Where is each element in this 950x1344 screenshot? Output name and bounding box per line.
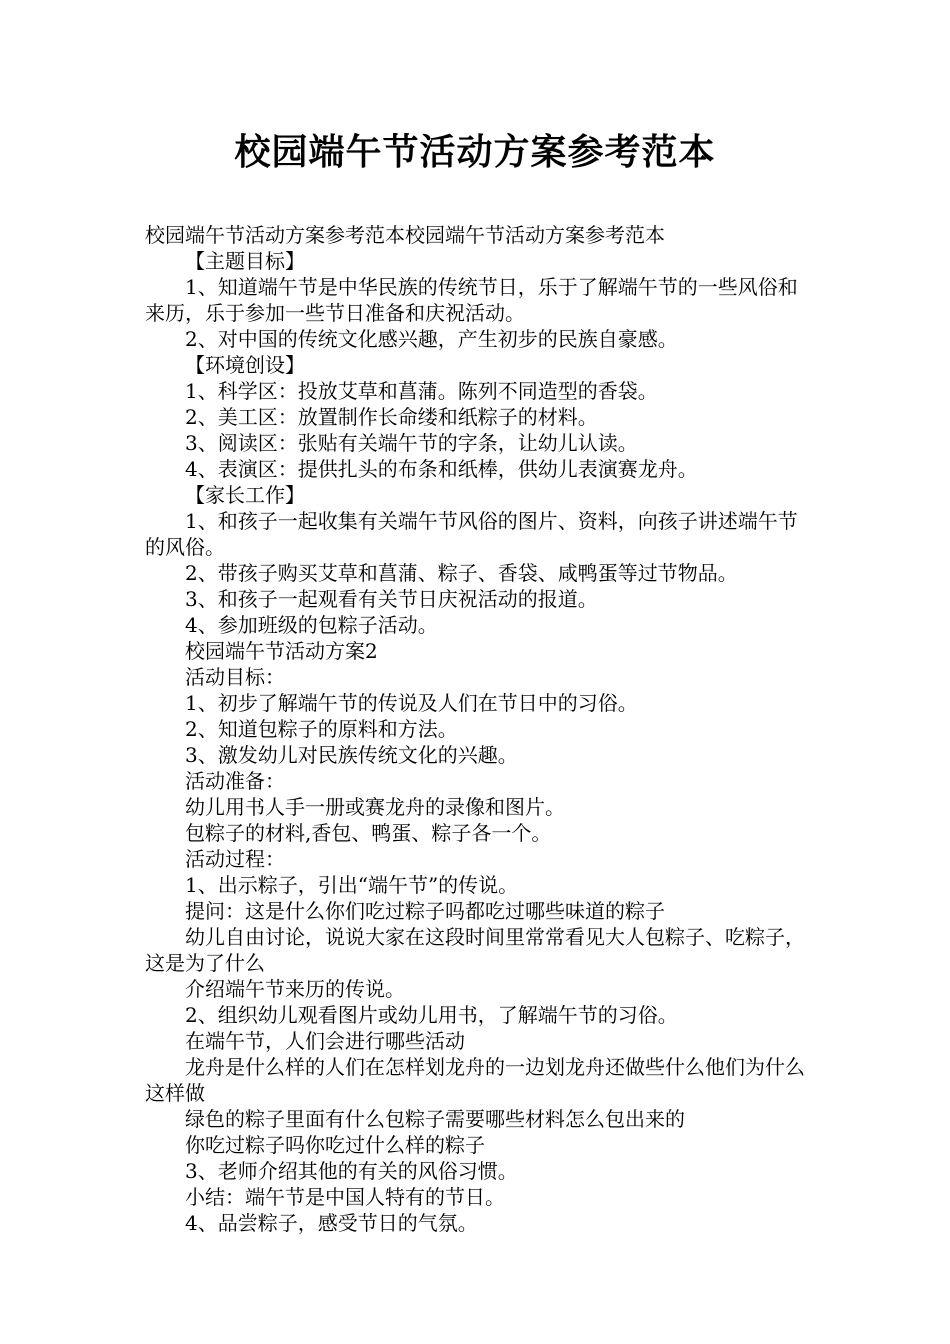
paragraph: 介绍端午节来历的传说。 [185,977,405,1001]
paragraph: 【家长工作】 [185,483,305,507]
paragraph: 4、表演区：提供扎头的布条和纸棒，供幼儿表演赛龙舟。 [185,457,698,481]
paragraph: 1、初步了解端午节的传说及人们在节日中的习俗。 [185,691,638,715]
paragraph: 绿色的粽子里面有什么包粽子需要哪些材料怎么包出来的 [185,1107,685,1131]
paragraph: 1、和孩子一起收集有关端午节风俗的图片、资料，向孩子讲述端午节的风俗。 [145,509,798,559]
document-body [145,222,810,1236]
paragraph: 2、组织幼儿观看图片或幼儿用书，了解端午节的习俗。 [185,1003,678,1027]
paragraph: 1、知道端午节是中华民族的传统节日，乐于了解端午节的一些风俗和来历，乐于参加一些节日准备和庆祝活动。 [145,275,798,325]
paragraph: 【主题目标】 [185,249,305,273]
paragraph: 小结：端午节是中国人特有的节日。 [185,1185,505,1209]
paragraph: 幼儿自由讨论，说说大家在这段时间里常常看见大人包粽子、吃粽子，这是为了什么 [145,925,805,975]
paragraph: 3、和孩子一起观看有关节日庆祝活动的报道。 [185,587,598,611]
paragraph: 幼儿用书人手一册或赛龙舟的录像和图片。 [185,795,565,819]
paragraph: 提问：这是什么你们吃过粽子吗都吃过哪些味道的粽子 [185,899,665,923]
paragraph: 2、带孩子购买艾草和菖蒲、粽子、香袋、咸鸭蛋等过节物品。 [185,561,738,585]
paragraph: 活动过程： [185,847,285,871]
paragraph: 3、阅读区：张贴有关端午节的字条，让幼儿认读。 [185,431,638,455]
paragraph: 你吃过粽子吗你吃过什么样的粽子 [185,1133,485,1157]
paragraph: 包粽子的材料,香包、鸭蛋、粽子各一个。 [185,821,552,845]
paragraph: 校园端午节活动方案2 [185,639,378,663]
paragraph: 1、出示粽子，引出“端午节”的传说。 [185,873,519,897]
paragraph: 活动准备： [185,769,285,793]
paragraph: 4、参加班级的包粽子活动。 [185,613,438,637]
lead-line: 校园端午节活动方案参考范本校园端午节活动方案参考范本 [145,223,665,247]
paragraph: 2、对中国的传统文化感兴趣，产生初步的民族自豪感。 [185,327,678,351]
paragraph: 龙舟是什么样的人们在怎样划龙舟的一边划龙舟还做些什么他们为什么这样做 [145,1055,805,1105]
paragraph: 2、美工区：放置制作长命缕和纸粽子的材料。 [185,405,598,429]
paragraph: 2、知道包粽子的原料和方法。 [185,717,458,741]
paragraph: 【环境创设】 [185,353,305,377]
paragraph: 3、老师介绍其他的有关的风俗习惯。 [185,1159,518,1183]
document-title: 校园端午节活动方案参考范本 [234,131,716,173]
paragraph: 3、激发幼儿对民族传统文化的兴趣。 [185,743,518,767]
paragraph: 1、科学区：投放艾草和菖蒲。陈列不同造型的香袋。 [185,379,658,403]
paragraph: 4、品尝粽子，感受节日的气氛。 [185,1211,478,1235]
paragraph: 在端午节，人们会进行哪些活动 [185,1029,465,1053]
paragraph: 活动目标： [185,665,285,689]
